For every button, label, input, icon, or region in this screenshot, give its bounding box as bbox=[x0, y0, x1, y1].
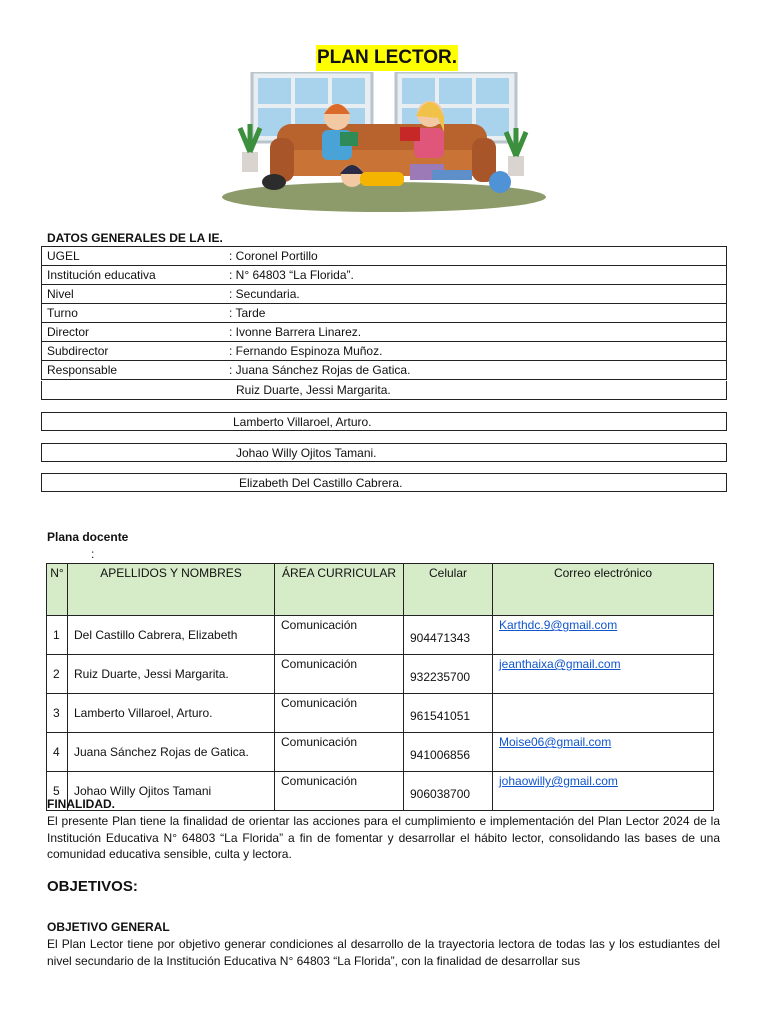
docente-name: Lamberto Villaroel, Arturo. bbox=[68, 694, 275, 733]
row-number: 2 bbox=[47, 655, 68, 694]
docente-name: Juana Sánchez Rojas de Gatica. bbox=[68, 733, 275, 772]
datos-label: Responsable bbox=[42, 361, 225, 380]
row-number: 1 bbox=[47, 616, 68, 655]
table-row bbox=[47, 772, 714, 811]
responsable-name: Ruiz Duarte, Jessi Margarita. bbox=[236, 383, 391, 397]
datos-label: Subdirector bbox=[42, 342, 225, 361]
docentes-table bbox=[46, 563, 714, 811]
stray-colon: : bbox=[91, 547, 95, 561]
row-number: 5 bbox=[47, 772, 68, 811]
email-link[interactable]: Moise06@gmail.com bbox=[499, 735, 612, 749]
docente-area: Comunicación bbox=[275, 772, 404, 811]
docente-phone: 906038700 bbox=[404, 772, 493, 811]
col-header: APELLIDOS Y NOMBRES bbox=[68, 564, 275, 616]
datos-row bbox=[42, 304, 727, 323]
docente-area: Comunicación bbox=[275, 616, 404, 655]
docente-phone: 904471343 bbox=[404, 616, 493, 655]
datos-row bbox=[42, 323, 727, 342]
plana-heading: Plana docente bbox=[47, 530, 129, 544]
datos-label: Nivel bbox=[42, 285, 225, 304]
table-header-row bbox=[47, 564, 714, 616]
email-link[interactable]: johaowilly@gmail.com bbox=[499, 774, 618, 788]
responsable-name: Elizabeth Del Castillo Cabrera. bbox=[239, 476, 403, 490]
docente-name: Johao Willy Ojitos Tamani bbox=[68, 772, 275, 811]
datos-value: : Tarde bbox=[224, 304, 727, 323]
docente-email-cell bbox=[493, 733, 714, 772]
docente-phone: 932235700 bbox=[404, 655, 493, 694]
docente-area: Comunicación bbox=[275, 694, 404, 733]
page-title: PLAN LECTOR. bbox=[316, 45, 458, 71]
col-header: ÁREA CURRICULAR bbox=[275, 564, 404, 616]
table-row bbox=[47, 733, 714, 772]
objetivo-general-text: El Plan Lector tiene por objetivo generar condiciones al desarrollo de la trayectoria lectora de todas las y los estudiantes del nivel secundario de la Institución Educativa N° 64803 “La Florida”, con la finalidad de desarrollar sus bbox=[47, 937, 720, 968]
datos-label: Institución educativa bbox=[42, 266, 225, 285]
datos-value: : Juana Sánchez Rojas de Gatica. bbox=[224, 361, 727, 380]
docente-email-cell bbox=[493, 655, 714, 694]
datos-heading: DATOS GENERALES DE LA IE. bbox=[47, 231, 223, 245]
finalidad-heading: FINALIDAD. bbox=[47, 797, 115, 811]
datos-table bbox=[41, 246, 727, 380]
docente-phone: 941006856 bbox=[404, 733, 493, 772]
datos-value: : Coronel Portillo bbox=[224, 247, 727, 266]
docente-phone: 961541051 bbox=[404, 694, 493, 733]
docente-email-cell bbox=[493, 694, 714, 733]
responsable-extra-row bbox=[41, 473, 727, 492]
datos-label: Director bbox=[42, 323, 225, 342]
responsable-name: Johao Willy Ojitos Tamani. bbox=[236, 446, 377, 460]
email-link[interactable]: Karthdc.9@gmail.com bbox=[499, 618, 618, 632]
table-row bbox=[47, 616, 714, 655]
col-header: N° bbox=[47, 564, 68, 616]
objetivos-heading: OBJETIVOS: bbox=[47, 878, 138, 895]
col-header: Correo electrónico bbox=[493, 564, 714, 616]
reading-children-illustration bbox=[222, 72, 546, 212]
datos-value: : Ivonne Barrera Linarez. bbox=[224, 323, 727, 342]
datos-row bbox=[42, 266, 727, 285]
finalidad-text: El presente Plan tiene la finalidad de orientar las acciones para el cumplimiento e implementación del Plan Lector 2024 de la Institución Educativa N° 64803 “La Florida” a fin de fomentar y desarrollar el hábito lector, consolidando las bases de una comunidad educativa sensible, culta y lectora. bbox=[47, 814, 720, 861]
datos-row bbox=[42, 342, 727, 361]
datos-value: : N° 64803 “La Florida”. bbox=[224, 266, 727, 285]
responsable-extra-row bbox=[41, 412, 727, 431]
row-number: 3 bbox=[47, 694, 68, 733]
docente-area: Comunicación bbox=[275, 655, 404, 694]
datos-row bbox=[42, 247, 727, 266]
table-row bbox=[47, 694, 714, 733]
datos-label: Turno bbox=[42, 304, 225, 323]
datos-row bbox=[42, 361, 727, 380]
docente-email-cell bbox=[493, 772, 714, 811]
responsable-extra-row bbox=[41, 381, 727, 400]
datos-row bbox=[42, 285, 727, 304]
datos-value: : Secundaria. bbox=[224, 285, 727, 304]
email-link[interactable]: jeanthaixa@gmail.com bbox=[499, 657, 621, 671]
col-header: Celular bbox=[404, 564, 493, 616]
objetivo-general-heading: OBJETIVO GENERAL bbox=[47, 920, 170, 934]
datos-label: UGEL bbox=[42, 247, 225, 266]
datos-value: : Fernando Espinoza Muñoz. bbox=[224, 342, 727, 361]
table-row bbox=[47, 655, 714, 694]
docente-area: Comunicación bbox=[275, 733, 404, 772]
responsable-name: Lamberto Villaroel, Arturo. bbox=[233, 415, 372, 429]
responsable-extra-row bbox=[41, 443, 727, 462]
row-number: 4 bbox=[47, 733, 68, 772]
docente-name: Ruiz Duarte, Jessi Margarita. bbox=[68, 655, 275, 694]
docente-name: Del Castillo Cabrera, Elizabeth bbox=[68, 616, 275, 655]
docente-email-cell bbox=[493, 616, 714, 655]
